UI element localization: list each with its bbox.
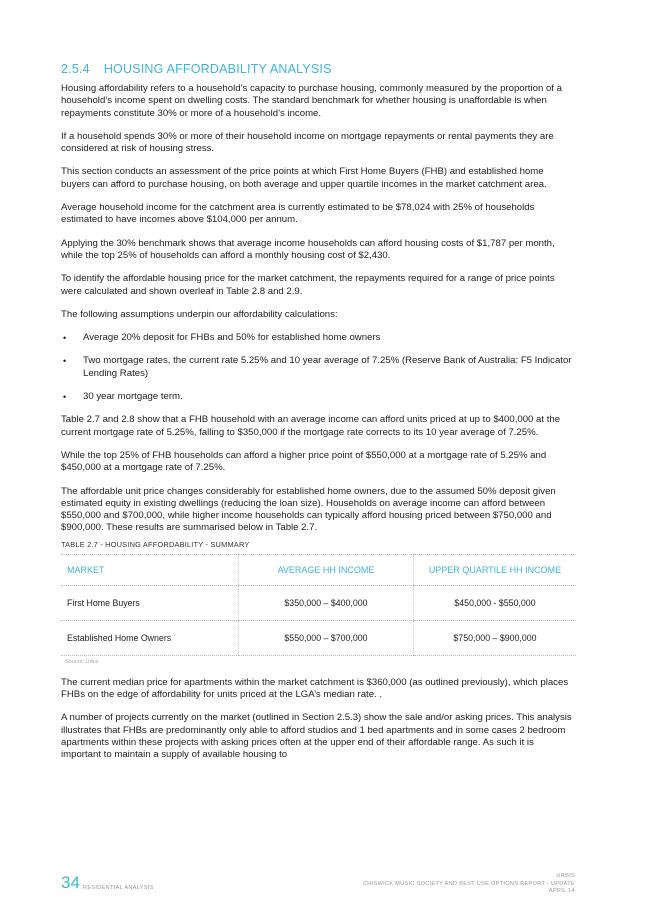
table-cell: $450,000 - $550,000 [414,585,577,620]
column-header-average: AVERAGE HH INCOME [239,554,414,585]
paragraph: Housing affordability refers to a household’s capacity to purchase housing, commonly measured by the proportion of a household’s income spent on dwelling costs. The standard benchmark for whether housing is unaffordable is when repayments constitute 30% or more of a household’s income. [61,83,562,119]
paragraph: This section conducts an assessment of the price points at which First Home Buyers (FHB) and established home buyers can afford to purchase housing, on both average and upper quartile incomes in the market catchment area. [61,166,547,190]
paragraph: To identify the affordable housing price for the market catchment, the repayments required for a range of price points were calculated and shown overleaf in Table 2.8 and 2.9. [61,273,555,297]
table-cell: Established Home Owners [61,620,239,655]
table-source: Source: Urbis [65,658,99,665]
table-title: TABLE 2.7 - HOUSING AFFORDABILITY - SUMMARY [61,539,250,549]
assumptions-list [61,332,573,403]
paragraph: The affordable unit price changes considerably for established home owners, due to the assumed 50% deposit given estimated equity in existing dwellings (reducing the loan size). Households on average income can afford between $550,000 and $700,000, while higher income households can typically afford housing priced between $750,000 and $900,000. These results are summarised below in Table 2.7. [61,485,556,534]
list-item: • Two mortgage rates, the current rate 5.25% and 10 year average of 7.25% (Reserve Bank of Australia: F5 Indicator Lending Rates) [61,355,573,380]
list-item: • 30 year mortgage term. [61,391,573,403]
paragraph: Average household income for the catchment area is currently estimated to be $78,024 with 25% of households estimated to have incomes above $104,000 per annum. [61,202,535,226]
paragraph: Applying the 30% benchmark shows that average income households can afford housing costs of $1,787 per month, while the top 25% of households can afford a monthly housing cost of $2,430. [61,237,555,261]
page-number: 34 [61,873,80,892]
footer-report-info [363,873,575,896]
table-cell: $550,000 – $700,000 [239,620,414,655]
table-row [61,620,576,655]
affordability-summary-table [61,554,576,656]
table-header-row [61,554,576,585]
footer-report-title: CHISWICK MUSIC SOCIETY AND BEST USE OPTIONS REPORT - UPDATE [362,880,575,887]
footer-date: APRIL 14 [548,888,575,894]
paragraph: If a household spends 30% or more of their household income on mortgage repayments or rental payments they are considered at risk of housing stress. [61,130,554,155]
paragraph: While the top 25% of FHB households can afford a higher price point of $550,000 at a mortgage rate of 5.25% and $450,000 at a mortgage rate of 7.25%. [61,449,547,474]
column-header-upper: UPPER QUARTILE HH INCOME [414,554,577,585]
section-heading [61,62,332,76]
paragraph: Table 2.7 and 2.8 show that a FHB household with an average income can afford units priced at up to $400,000 at the current mortgage rate of 5.25%, falling to $350,000 if the mortgage rate corrects to its 10 year average of 7.25%. [61,414,561,438]
body-text [61,83,573,773]
table-cell: $350,000 – $400,000 [239,585,414,620]
table-cell: $750,000 – $900,000 [414,620,577,655]
column-header-market: MARKET [61,554,239,585]
section-number: 2.5.4 [61,62,90,76]
paragraph: A number of projects currently on the market (outlined in Section 2.5.3) show the sale and/or asking prices. This analysis illustrates that FHBs are predominantly only able to afford studios and 1 bed apartments and in some cases 2 bedroom apartments within these projects with asking prices often at the upper end of their affordable range. As such it is important to maintain a supply of available housing to [61,712,572,761]
table-cell: First Home Buyers [61,585,239,620]
page-footer [61,871,575,901]
paragraph: The following assumptions underpin our affordability calculations: [61,308,338,320]
table-row [61,585,576,620]
footer-company: URBIS [556,873,575,879]
section-title: HOUSING AFFORDABILITY ANALYSIS [103,62,332,76]
paragraph: The current median price for apartments within the market catchment is $360,000 (as outlined previously), which places FHBs on the edge of affordability for units priced at the LGA’s median rate. . [61,676,569,701]
footer-section-label: RESIDENTIAL ANALYSIS [83,885,154,891]
list-item: • Average 20% deposit for FHBs and 50% for established home owners [61,332,573,344]
